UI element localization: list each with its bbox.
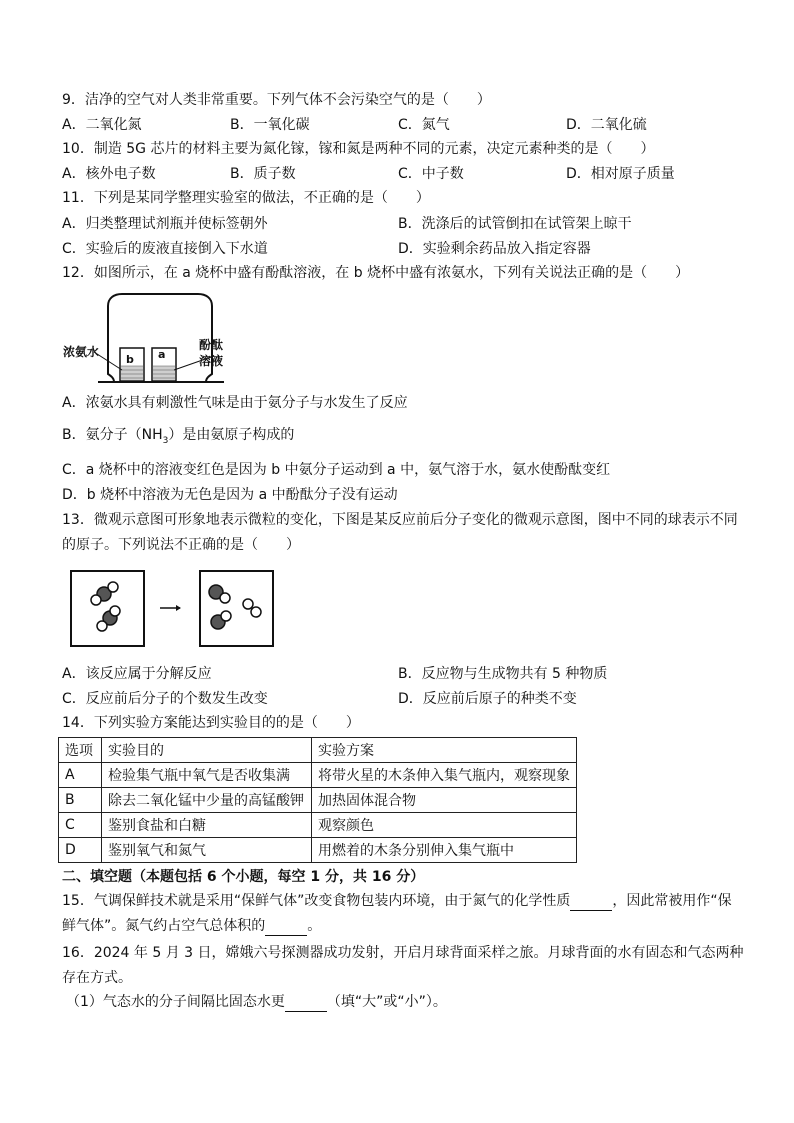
q12-option-d: D．b 烧杯中溶液为无色是因为 a 中酚酞分子没有运动 — [62, 487, 398, 503]
table-cell: 加热固体混合物 — [312, 788, 577, 813]
q12-option-b: B．氨分子$(NH_3)$是由氨原子构成的 — [62, 427, 295, 446]
table-cell: 除去二氧化锰中少量的高锰酸钾 — [102, 788, 312, 813]
label-beaker-a: a — [158, 348, 166, 361]
q11-option-d: D．实验剩余药品放入指定容器 — [398, 241, 591, 257]
table-cell: 将带火星的木条伸入集气瓶内，观察现象 — [312, 763, 577, 788]
answer-blank[interactable] — [265, 921, 307, 936]
after-box — [200, 571, 273, 646]
q9-option-d: D．二氧化硫 — [566, 117, 647, 133]
table-row — [59, 838, 577, 863]
q12-option-c: C．a 烧杯中的溶液变红色是因为 b 中氨分子运动到 a 中，氨气溶于水，氨水使酚酞变红 — [62, 462, 611, 478]
table-cell: 观察颜色 — [312, 813, 577, 838]
label-phenolphthalein-1: 酚酞 — [199, 338, 224, 352]
q16-sub1: （1）气态水的分子间隔比固态水更 （填“大”或“小”）。 — [66, 994, 447, 1010]
q12-option-a: A．浓氨水具有刺激性气味是由于氨分子与水发生了反应 — [62, 395, 408, 411]
q10-option-c: C．中子数 — [398, 166, 464, 182]
label-phenolphthalein-2: 溶液 — [199, 354, 224, 368]
q11-stem: 11．下列是某同学整理实验室的做法，不正确的是（ ） — [62, 190, 430, 206]
q11-option-a: A．归类整理试剂瓶并使标签朝外 — [62, 216, 268, 232]
section-title-fill-in: 二、填空题（本题包括 6 个小题，每空 1 分，共 16 分） — [62, 869, 425, 885]
table-cell: A — [59, 763, 102, 788]
q13-stem-line2: 的原子。下列说法不正确的是（ ） — [62, 537, 300, 553]
answer-blank[interactable] — [285, 997, 327, 1012]
table-cell: 用燃着的木条分别伸入集气瓶中 — [312, 838, 577, 863]
q13-option-a: A．该反应属于分解反应 — [62, 666, 212, 682]
q9-option-c: C．氮气 — [398, 117, 450, 133]
table-row — [59, 788, 577, 813]
table-cell: C — [59, 813, 102, 838]
label-beaker-b: b — [126, 353, 134, 366]
q13-option-d: D．反应前后原子的种类不变 — [398, 691, 577, 707]
molecule-reaction-figure — [70, 570, 280, 650]
q13-stem-line1: 13．微观示意图可形象地表示微粒的变化，下图是某反应前后分子变化的微观示意图，图中不同的球表示不同 — [62, 512, 738, 528]
table-header-cell: 选项 — [59, 738, 102, 763]
answer-blank[interactable] — [570, 896, 612, 911]
q15-line2: 鲜气体”。氮气约占空气总体积的 。 — [62, 918, 322, 934]
q16-line1: 16．2024 年 5 月 3 日，嫦娥六号探测器成功发射，开启月球背面采样之旅。月球背面的水有固态和气态两种 — [62, 945, 744, 961]
q9-stem: 9．洁净的空气对人类非常重要。下列气体不会污染空气的是（ ） — [62, 92, 491, 108]
q16-line2: 存在方式。 — [62, 970, 132, 986]
label-concentrated-ammonia: 浓氨水 — [63, 345, 100, 359]
q10-option-b: B．质子数 — [230, 166, 296, 182]
table-header-cell: 实验目的 — [102, 738, 312, 763]
q15-line1: 15．气调保鲜技术就是采用“保鲜气体”改变食物包装内环境，由于氮气的化学性质 ，因此常被用作“保 — [62, 893, 732, 909]
table-cell: 检验集气瓶中氧气是否收集满 — [102, 763, 312, 788]
table-header-cell: 实验方案 — [312, 738, 577, 763]
q11-option-b: B．洗涤后的试管倒扣在试管架上晾干 — [398, 216, 632, 232]
experiment-table — [58, 737, 577, 863]
q14-stem: 14．下列实验方案能达到实验目的的是（ ） — [62, 715, 360, 731]
before-box — [71, 571, 144, 646]
q10-stem: 10．制造 5G 芯片的材料主要为氮化镓，镓和氮是两种不同的元素，决定元素种类的是（ ） — [62, 141, 655, 157]
q12-stem: 12．如图所示，在 a 烧杯中盛有酚酞溶液，在 b 烧杯中盛有浓氨水，下列有关说法正确的是（ ） — [62, 265, 690, 281]
q10-option-a: A．核外电子数 — [62, 166, 156, 182]
table-cell: 鉴别食盐和白糖 — [102, 813, 312, 838]
q9-option-a: A．二氧化氮 — [62, 117, 142, 133]
q13-option-c: C．反应前后分子的个数发生改变 — [62, 691, 268, 707]
q9-option-b: B．一氧化碳 — [230, 117, 310, 133]
table-cell: B — [59, 788, 102, 813]
table-cell: 鉴别氧气和氮气 — [102, 838, 312, 863]
q11-option-c: C．实验后的废液直接倒入下水道 — [62, 241, 268, 257]
q10-option-d: D．相对原子质量 — [566, 166, 675, 182]
q13-option-b: B．反应物与生成物共有 5 种物质 — [398, 666, 608, 682]
table-row — [59, 813, 577, 838]
table-row — [59, 763, 577, 788]
table-header-row — [59, 738, 577, 763]
table-cell: D — [59, 838, 102, 863]
